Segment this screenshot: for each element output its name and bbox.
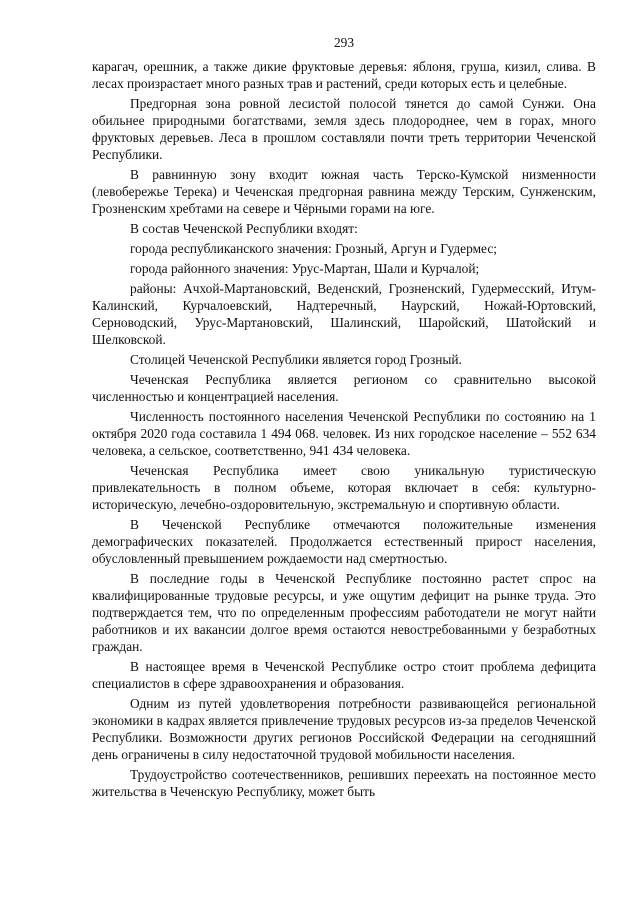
paragraph-3: В равнинную зону входит южная часть Терско-Кумской низменности (левобережье Терека) и Чеченская предгорная равнина между Терским, Сунженским, Грозненским хребтами на севере и Чёрными горами на юге. (92, 167, 596, 216)
paragraph-15: Одним из путей удовлетворения потребности развивающейся региональной экономики в кадрах является привлечение трудовых ресурсов из-за пределов Чеченской Республики. Возможности других регионов Российской Федерации на сегодняшний день ограничены в силу недостаточной трудовой мобильности населения. (92, 696, 596, 762)
paragraph-13: В последние годы в Чеченской Республике постоянно растет спрос на квалифицированные трудовые ресурсы, и уже ощутим дефицит на рынке труда. Это подтверждается тем, что по определенным профессиям работодатели не могут найти работников и их вакансии долгое время остаются невостребованными у безработных граждан. (92, 571, 596, 654)
paragraph-12: В Чеченской Республике отмечаются положительные изменения демографических показателей. Продолжается естественный прирост населения, обусловленный превышением рождаемости над смертностью. (92, 517, 596, 566)
paragraph-2: Предгорная зона ровной лесистой полосой тянется до самой Сунжи. Она обильнее природными богатствами, земля здесь плодороднее, чем в горах, много фруктовых деревьев. Леса в прошлом составляли почти треть территории Чеченской Республики. (92, 96, 596, 162)
paragraph-10: Численность постоянного населения Чеченской Республики по состоянию на 1 октября 2020 года составила 1 494 068. человек. Из них городское население – 552 634 человека, а сельское, соответственно, 941 434 человека. (92, 409, 596, 458)
paragraph-9: Чеченская Республика является регионом со сравнительно высокой численностью и концентрацией населения. (92, 372, 596, 404)
paragraph-4: В состав Чеченской Республики входят: (130, 221, 358, 236)
page-number: 293 (333, 35, 355, 50)
paragraph-1: карагач, орешник, а также дикие фруктовые деревья: яблоня, груша, кизил, слива. В лесах произрастает много разных трав и растений, среди которых есть и целебные. (92, 59, 596, 91)
paragraph-11: Чеченская Республика имеет свою уникальную туристическую привлекательность в полном объеме, которая включает в себя: культурно-историческую, лечебно-оздоровительную, экстремальную и спортивную области. (92, 463, 596, 512)
paragraph-6: города районного значения: Урус-Мартан, Шали и Курчалой; (130, 261, 480, 276)
paragraph-8: Столицей Чеченской Республики является город Грозный. (130, 352, 462, 367)
paragraph-5: города республиканского значения: Грозный, Аргун и Гудермес; (130, 241, 497, 256)
paragraph-14: В настоящее время в Чеченской Республике остро стоит проблема дефицита специалистов в сфере здравоохранения и образования. (92, 659, 596, 691)
paragraph-16: Трудоустройство соотечественников, решивших переехать на постоянное место жительства в Чеченскую Республику, может быть (92, 767, 596, 799)
paragraph-7: районы: Ачхой-Мартановский, Веденский, Грозненский, Гудермесский, Итум-Калинский, Курчалоевский, Надтеречный, Наурский, Ножай-Юртовский, Серноводский, Урус-Мартановский, Шалинский, Шаройский, Шатойский и Шелковской. (92, 281, 596, 347)
